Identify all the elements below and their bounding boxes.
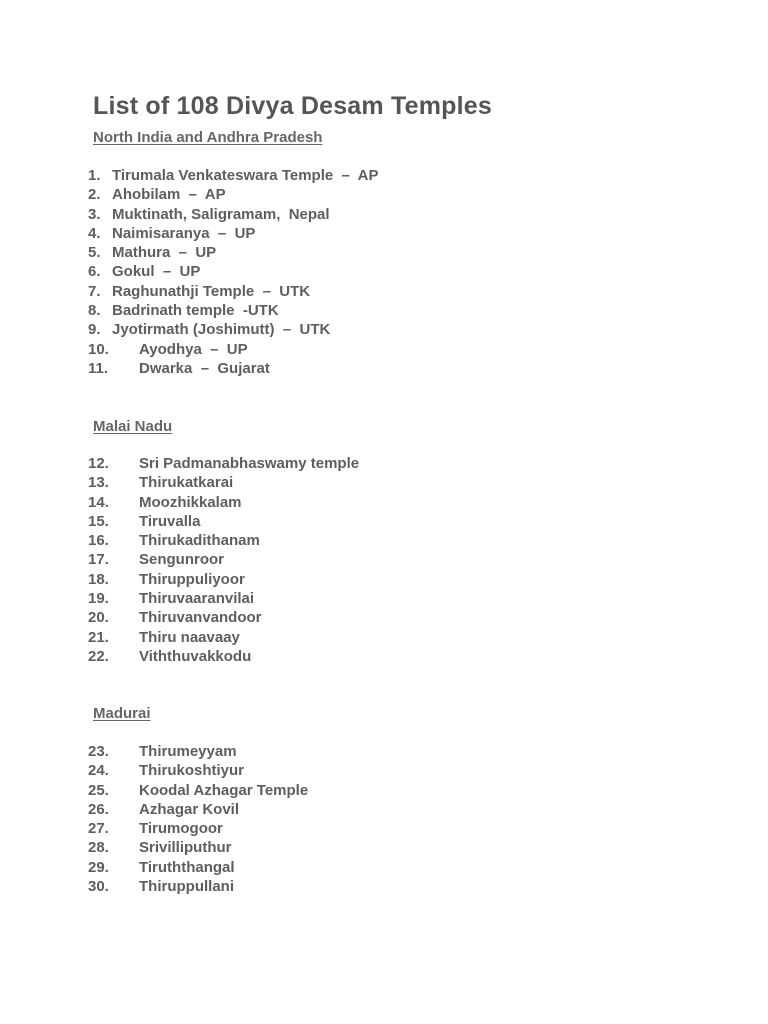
item-name: Sri Padmanabhaswamy temple (139, 455, 360, 472)
item-number: 10. (88, 340, 109, 358)
item-number: 30. (88, 878, 109, 896)
item-name: Jyotirmath (Joshimutt) – UTK (112, 321, 331, 339)
item-number: 1. (88, 167, 101, 184)
item-name: Tirumogoor (139, 820, 223, 838)
item-name: Thiruvaaranvilai (139, 590, 255, 608)
item-name: Srivilliputhur (139, 839, 232, 857)
item-name: Thiruppuliyoor (139, 570, 245, 588)
item-number: 16. (88, 532, 109, 550)
item-name: Thiruppullani (139, 878, 234, 896)
section-heading-madurai: Madurai (93, 705, 151, 722)
item-number: 22. (88, 647, 109, 665)
item-name: Naimisaranya – UP (112, 224, 256, 242)
item-name: Tiruththangal (139, 858, 235, 876)
item-name: Koodal Azhagar Temple (139, 781, 309, 799)
item-number: 4. (88, 224, 101, 242)
item-number: 17. (88, 551, 109, 569)
item-number: 6. (88, 263, 101, 281)
item-name: Viththuvakkodu (139, 647, 252, 665)
document-title: List of 108 Divya Desam Temples (93, 92, 492, 120)
item-number: 27. (88, 820, 109, 838)
item-name: Tirumala Venkateswara Temple – AP (112, 167, 379, 184)
item-number: 12. (88, 455, 109, 472)
item-number: 24. (88, 762, 109, 780)
item-number: 19. (88, 590, 109, 608)
item-name: Thirukatkarai (139, 474, 234, 492)
item-number: 3. (88, 205, 101, 223)
item-number: 26. (88, 800, 109, 818)
item-name: Tiruvalla (139, 512, 201, 530)
item-number: 14. (88, 493, 109, 511)
item-name: Raghunathji Temple – UTK (112, 282, 311, 300)
item-name: Thiru naavaay (139, 628, 240, 646)
item-name: Sengunroor (139, 551, 224, 569)
item-number: 8. (88, 302, 101, 320)
item-name: Mathura – UP (112, 244, 217, 262)
item-name: Ahobilam – AP (112, 186, 226, 204)
item-number: 20. (88, 609, 109, 627)
item-name: Badrinath temple -UTK (112, 302, 279, 320)
section-heading-north-india: North India and Andhra Pradesh (93, 129, 323, 146)
item-number: 25. (88, 781, 109, 799)
item-name: Gokul – UP (112, 263, 201, 281)
item-name: Thirumeyyam (139, 743, 237, 760)
item-number: 28. (88, 839, 109, 857)
item-number: 29. (88, 858, 109, 876)
item-number: 11. (88, 359, 109, 377)
item-number: 5. (88, 244, 101, 262)
item-number: 9. (88, 321, 101, 339)
item-number: 21. (88, 628, 109, 646)
item-name: Dwarka – Gujarat (139, 359, 270, 377)
item-number: 13. (88, 474, 109, 492)
item-name: Muktinath, Saligramam, Nepal (112, 205, 330, 223)
item-name: Azhagar Kovil (139, 800, 240, 818)
item-number: 7. (88, 282, 101, 300)
item-number: 15. (88, 512, 109, 530)
item-number: 2. (88, 186, 101, 204)
item-number: 18. (88, 570, 109, 588)
item-name: Moozhikkalam (139, 493, 242, 511)
section-heading-malai-nadu: Malai Nadu (93, 418, 173, 435)
item-name: Ayodhya – UP (139, 340, 248, 358)
item-name: Thirukadithanam (139, 532, 260, 550)
item-name: Thiruvanvandoor (139, 609, 262, 627)
item-number: 23. (88, 743, 109, 760)
item-name: Thirukoshtiyur (139, 762, 245, 780)
